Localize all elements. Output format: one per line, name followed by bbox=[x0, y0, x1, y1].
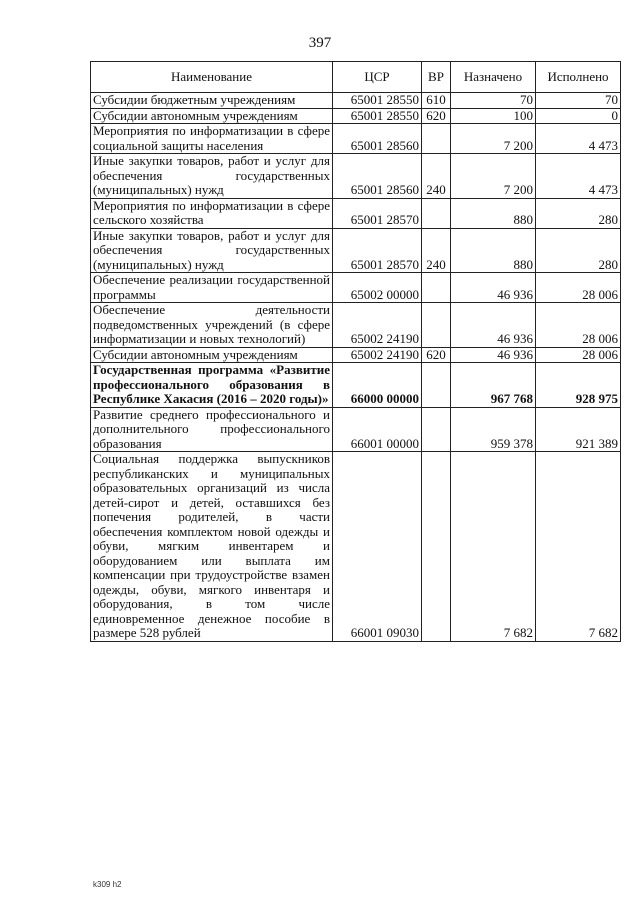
cell-name: Мероприятия по информатизации в сфере сельского хозяйства bbox=[91, 198, 333, 228]
cell-assigned: 70 bbox=[451, 93, 536, 109]
table-row bbox=[91, 198, 621, 228]
cell-name: Государственная программа «Развитие профессионального образования в Республике Хакасия (2016 – 2020 годы)» bbox=[91, 363, 333, 408]
cell-executed: 921 389 bbox=[536, 407, 621, 452]
cell-vr bbox=[422, 363, 451, 408]
budget-table bbox=[90, 61, 621, 642]
cell-csr: 65001 28560 bbox=[333, 154, 422, 199]
header-name: Наименование bbox=[91, 62, 333, 93]
cell-executed: 928 975 bbox=[536, 363, 621, 408]
table-row bbox=[91, 273, 621, 303]
cell-vr bbox=[422, 452, 451, 642]
cell-name: Иные закупки товаров, работ и услуг для обеспечения государственных (муниципальных) нужд bbox=[91, 154, 333, 199]
header-assigned: Назначено bbox=[451, 62, 536, 93]
cell-vr: 610 bbox=[422, 93, 451, 109]
cell-csr: 65001 28550 bbox=[333, 108, 422, 124]
cell-assigned: 46 936 bbox=[451, 273, 536, 303]
cell-vr bbox=[422, 407, 451, 452]
table-row bbox=[91, 452, 621, 642]
cell-assigned: 959 378 bbox=[451, 407, 536, 452]
cell-executed: 0 bbox=[536, 108, 621, 124]
table-row bbox=[91, 303, 621, 348]
cell-assigned: 880 bbox=[451, 198, 536, 228]
header-csr: ЦСР bbox=[333, 62, 422, 93]
cell-vr: 240 bbox=[422, 154, 451, 199]
cell-assigned: 7 682 bbox=[451, 452, 536, 642]
cell-csr: 65001 28570 bbox=[333, 198, 422, 228]
cell-name: Развитие среднего профессионального и дополнительного профессионального образования bbox=[91, 407, 333, 452]
cell-name: Обеспечение реализации государственной программы bbox=[91, 273, 333, 303]
cell-csr: 66001 00000 bbox=[333, 407, 422, 452]
cell-name: Социальная поддержка выпускников республиканских и муниципальных образовательных организаций из числа детей-сирот и детей, оставшихся без попечения родителей, в части обеспечения комплектом новой одежды и обуви, мягким инвентарем и оборудованием или выплата им компенсации при трудоустройстве взамен одежды, обуви, мягкого инвентаря и оборудования, в том числе единовременное денежное пособие в размере 528 рублей bbox=[91, 452, 333, 642]
cell-executed: 4 473 bbox=[536, 124, 621, 154]
cell-csr: 66000 00000 bbox=[333, 363, 422, 408]
cell-csr: 65001 28570 bbox=[333, 228, 422, 273]
header-executed: Исполнено bbox=[536, 62, 621, 93]
footer-code: k309 h2 bbox=[93, 880, 122, 889]
cell-name: Субсидии бюджетным учреждениям bbox=[91, 93, 333, 109]
cell-csr: 65002 00000 bbox=[333, 273, 422, 303]
cell-vr: 240 bbox=[422, 228, 451, 273]
cell-csr: 65001 28550 bbox=[333, 93, 422, 109]
cell-executed: 4 473 bbox=[536, 154, 621, 199]
header-vr: ВР bbox=[422, 62, 451, 93]
cell-vr: 620 bbox=[422, 347, 451, 363]
table-row bbox=[91, 228, 621, 273]
page-number: 397 bbox=[308, 35, 332, 51]
cell-executed: 280 bbox=[536, 228, 621, 273]
cell-assigned: 46 936 bbox=[451, 347, 536, 363]
table-row bbox=[91, 124, 621, 154]
cell-executed: 28 006 bbox=[536, 273, 621, 303]
cell-executed: 280 bbox=[536, 198, 621, 228]
cell-vr bbox=[422, 124, 451, 154]
cell-csr: 65001 28560 bbox=[333, 124, 422, 154]
cell-executed: 28 006 bbox=[536, 303, 621, 348]
table-row bbox=[91, 347, 621, 363]
table-row bbox=[91, 407, 621, 452]
cell-assigned: 967 768 bbox=[451, 363, 536, 408]
cell-csr: 66001 09030 bbox=[333, 452, 422, 642]
table-row bbox=[91, 93, 621, 109]
cell-name: Иные закупки товаров, работ и услуг для обеспечения государственных (муниципальных) нужд bbox=[91, 228, 333, 273]
cell-vr bbox=[422, 273, 451, 303]
cell-assigned: 7 200 bbox=[451, 154, 536, 199]
cell-name: Обеспечение деятельности подведомственных учреждений (в сфере информатизации и новых технологий) bbox=[91, 303, 333, 348]
cell-assigned: 7 200 bbox=[451, 124, 536, 154]
cell-vr: 620 bbox=[422, 108, 451, 124]
cell-name: Субсидии автономным учреждениям bbox=[91, 108, 333, 124]
cell-assigned: 880 bbox=[451, 228, 536, 273]
cell-executed: 7 682 bbox=[536, 452, 621, 642]
cell-vr bbox=[422, 198, 451, 228]
cell-csr: 65002 24190 bbox=[333, 347, 422, 363]
cell-name: Субсидии автономным учреждениям bbox=[91, 347, 333, 363]
cell-assigned: 100 bbox=[451, 108, 536, 124]
cell-executed: 70 bbox=[536, 93, 621, 109]
table-header-row bbox=[91, 62, 621, 93]
cell-executed: 28 006 bbox=[536, 347, 621, 363]
cell-vr bbox=[422, 303, 451, 348]
table-row bbox=[91, 108, 621, 124]
cell-name: Мероприятия по информатизации в сфере социальной защиты населения bbox=[91, 124, 333, 154]
table-row bbox=[91, 154, 621, 199]
cell-assigned: 46 936 bbox=[451, 303, 536, 348]
cell-csr: 65002 24190 bbox=[333, 303, 422, 348]
table-row bbox=[91, 363, 621, 408]
